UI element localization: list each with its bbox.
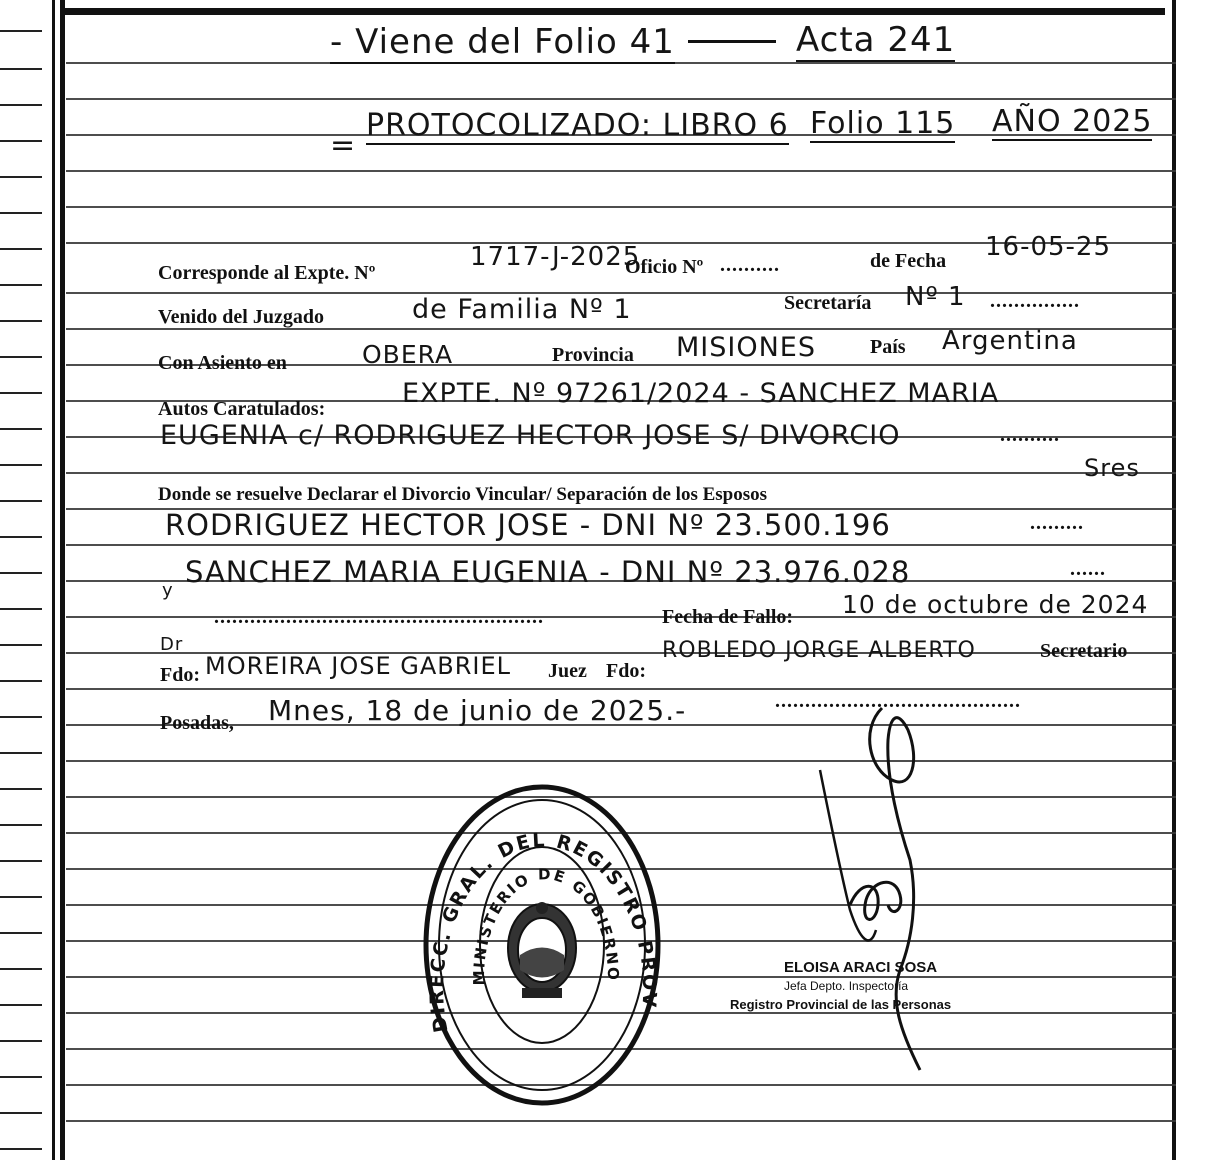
page-left-border [60, 0, 65, 1160]
expte-value: 1717-J-2025 [470, 242, 641, 272]
provincia-value: MISIONES [676, 332, 817, 363]
posadas-label: Posadas, [160, 712, 234, 734]
venido-label: Venido del Juzgado [158, 306, 324, 328]
fallo-value: 10 de octubre de 2024 [842, 590, 1149, 619]
juez-label: Juez [548, 660, 587, 682]
fdo-label: Fdo: [160, 664, 200, 686]
header-equals: = [330, 128, 357, 163]
resuelve-label: Donde se resuelve Declarar el Divorcio Vincular/ Separación de los Esposos [158, 484, 768, 505]
seal-graphic [418, 780, 666, 1110]
secretary-name: ROBLEDO JORGE ALBERTO [662, 638, 976, 663]
header-viene-del-folio: - Viene del Folio 41 [330, 22, 675, 62]
spouse-2-dots: ...... [1070, 558, 1106, 580]
pais-value: Argentina [942, 326, 1078, 356]
signer-title: Jefa Depto. Inspectoría [784, 979, 909, 993]
spouse-prefix: y [162, 580, 174, 601]
signer-org: Registro Provincial de las Personas [730, 997, 952, 1012]
seal-outer-text: DIRECC. GRAL. DEL REGISTRO PROV [426, 829, 661, 1035]
header-folio: Folio 115 [810, 106, 956, 141]
fdo-label-2: Fdo: [606, 660, 646, 682]
handwritten-signature [800, 700, 960, 1080]
fallo-label: Fecha de Fallo: [662, 606, 794, 628]
posadas-value: Mnes, 18 de junio de 2025.- [268, 694, 687, 727]
coat-of-arms-icon [508, 902, 576, 998]
provincia-label: Provincia [552, 344, 634, 366]
header-protocolizado: PROTOCOLIZADO: LIBRO 6 [366, 108, 789, 143]
asiento-value: OBERA [362, 340, 454, 369]
asiento-label: Con Asiento en [158, 352, 287, 374]
spouse-2: SANCHEZ MARIA EUGENIA - DNI Nº 23.976.028 [185, 555, 911, 589]
juzgado-value: de Familia Nº 1 [412, 294, 632, 325]
pais-label: País [870, 336, 906, 358]
header-acta: Acta 241 [796, 20, 956, 60]
autos-value-2: EUGENIA c/ RODRIGUEZ HECTOR JOSE S/ DIVORCIO [160, 420, 901, 451]
official-seal [418, 780, 666, 1110]
autos-dots: .......... [1000, 424, 1060, 446]
posadas-dots: ......................................... [775, 690, 1021, 712]
left-margin-strip [0, 0, 52, 1160]
fecha-value: 16-05-25 [985, 232, 1112, 262]
header-year: AÑO 2025 [992, 104, 1153, 139]
fecha-label: de Fecha [870, 250, 947, 272]
resuelve-suffix: Sres [1084, 454, 1140, 482]
margin-divider-line [52, 0, 55, 1160]
header-dash-line [688, 40, 776, 43]
spouse-1-dots: ......... [1030, 512, 1084, 534]
fdo-dr-prefix: Dr [160, 634, 184, 655]
secretario-label: Secretario [1040, 640, 1128, 662]
seal-inner-text: MINISTERIO DE GOBIERNO [469, 865, 623, 986]
secretaria-label: Secretaría [784, 292, 872, 314]
signer-name: ELOISA ARACI SOSA [784, 959, 938, 976]
expte-label: Corresponde al Expte. Nº [158, 262, 376, 284]
autos-label: Autos Caratulados: [158, 398, 326, 420]
fallo-dots: ....................................................... [214, 606, 544, 628]
oficio-dots: .......... [720, 254, 780, 276]
autos-value-1: EXPTE. Nº 97261/2024 - SANCHEZ MARIA [402, 378, 1000, 409]
secretaria-value: Nº 1 [905, 282, 966, 312]
judge-name: MOREIRA JOSE GABRIEL [205, 652, 512, 680]
secretaria-dots: ............... [990, 290, 1080, 312]
spouse-1: RODRIGUEZ HECTOR JOSE - DNI Nº 23.500.196 [165, 508, 891, 542]
oficio-label: Oficio Nº [625, 256, 704, 278]
